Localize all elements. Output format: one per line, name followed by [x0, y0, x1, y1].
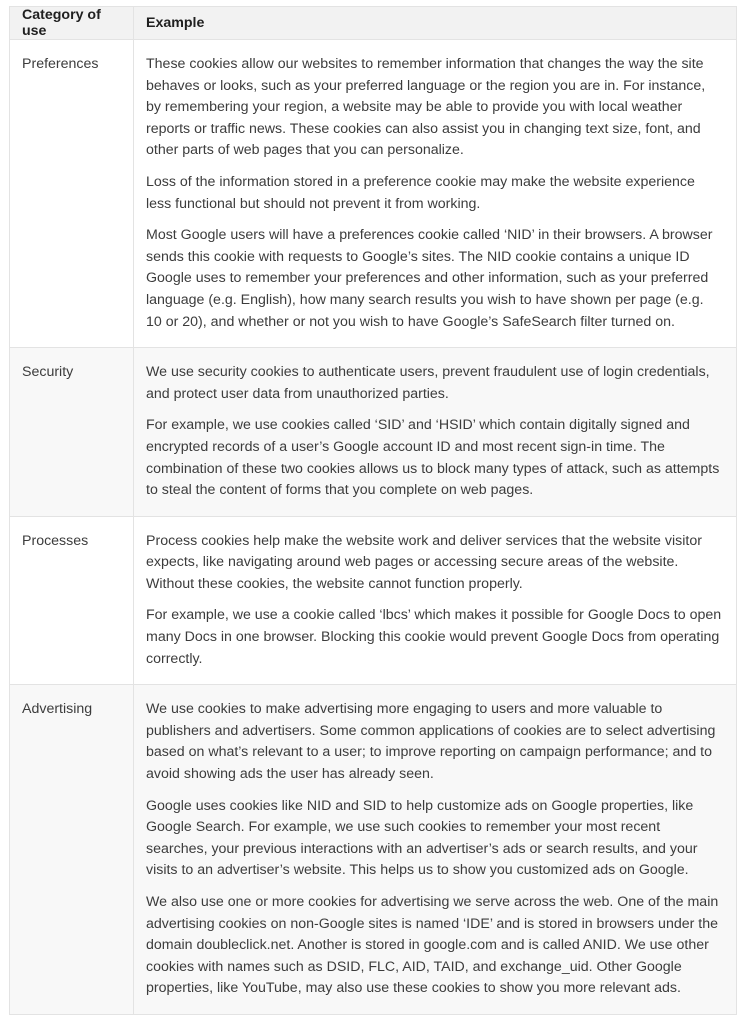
example-cell: [134, 516, 737, 685]
example-paragraph: We also use one or more cookies for advertising we serve across the web. One of the main advertising cookies on non-Google sites is named ‘IDE’ and is stored in browsers under the domain doubleclick.net. Another is stored in google.com and is called ANID. We use other cookies with names such as DSID, FLC, AID, TAID, and exchange_uid. Other Google properties, like YouTube, may also use these cookies to show you more relevant ads.: [146, 894, 719, 997]
cookie-categories-table: [9, 6, 737, 1015]
example-paragraph: We use security cookies to authenticate users, prevent fraudulent use of login credentials, and protect user data from unauthorized parties.: [146, 364, 710, 402]
category-cell: Security: [10, 348, 134, 517]
table-row: [10, 516, 737, 685]
table-row: [10, 40, 737, 348]
example-cell: [134, 348, 737, 517]
table-header: [10, 7, 737, 40]
category-cell: Advertising: [10, 685, 134, 1015]
example-cell: [134, 685, 737, 1015]
example-paragraph: Process cookies help make the website work and deliver services that the website visitor expects, like navigating around web pages or accessing secure areas of the website. Without these cookies, the website cannot function properly.: [146, 532, 702, 592]
cookie-table-container: [9, 6, 736, 1015]
example-paragraph: We use cookies to make advertising more engaging to users and more valuable to publishers and advertisers. Some common applications of cookies are to select advertising based on what’s relevant to a user; to improve reporting on campaign performance; and to avoid showing ads the user has already seen.: [146, 701, 716, 783]
example-paragraph: Google uses cookies like NID and SID to help customize ads on Google properties, like Google Search. For example, we use such cookies to remember your most recent searches, your previous interactions with an advertiser’s ads or search results, and your visits to an advertiser’s website. This helps us to show you customized ads on Google.: [146, 797, 698, 879]
example-paragraph: These cookies allow our websites to remember information that changes the way the site behaves or looks, such as your preferred language or the region you are in. For instance, by remembering your region, a website may be able to provide you with local weather reports or traffic news. These cookies can also assist you in changing text size, font, and other parts of web pages that you can personalize.: [146, 56, 706, 159]
table-body: [10, 40, 737, 1015]
category-cell: Preferences: [10, 40, 134, 348]
example-cell: [134, 40, 737, 348]
header-category: Category of use: [10, 7, 134, 40]
example-paragraph: For example, we use cookies called ‘SID’ and ‘HSID’ which contain digitally signed and encrypted records of a user’s Google account ID and most recent sign-in time. The combination of these two cookies allows us to block many types of attack, such as attempts to steal the content of forms that you complete on web pages.: [146, 417, 720, 499]
table-row: [10, 348, 737, 517]
category-cell: Processes: [10, 516, 134, 685]
example-paragraph: Loss of the information stored in a preference cookie may make the website experience less functional but should not prevent it from working.: [146, 173, 695, 212]
header-example: Example: [134, 7, 737, 40]
table-row: [10, 685, 737, 1015]
header-row: [10, 7, 737, 40]
example-paragraph: For example, we use a cookie called ‘lbcs’ which makes it possible for Google Docs to open many Docs in one browser. Blocking this cookie would prevent Google Docs from operating correctly.: [146, 607, 722, 667]
example-paragraph: Most Google users will have a preferences cookie called ‘NID’ in their browsers. A browser sends this cookie with requests to Google’s sites. The NID cookie contains a unique ID Google uses to remember your preferences and other information, such as your preferred language (e.g. English), how many search results you wish to have shown per page (e.g. 10 or 20), and whether or not you wish to have Google’s SafeSearch filter turned on.: [146, 227, 713, 330]
